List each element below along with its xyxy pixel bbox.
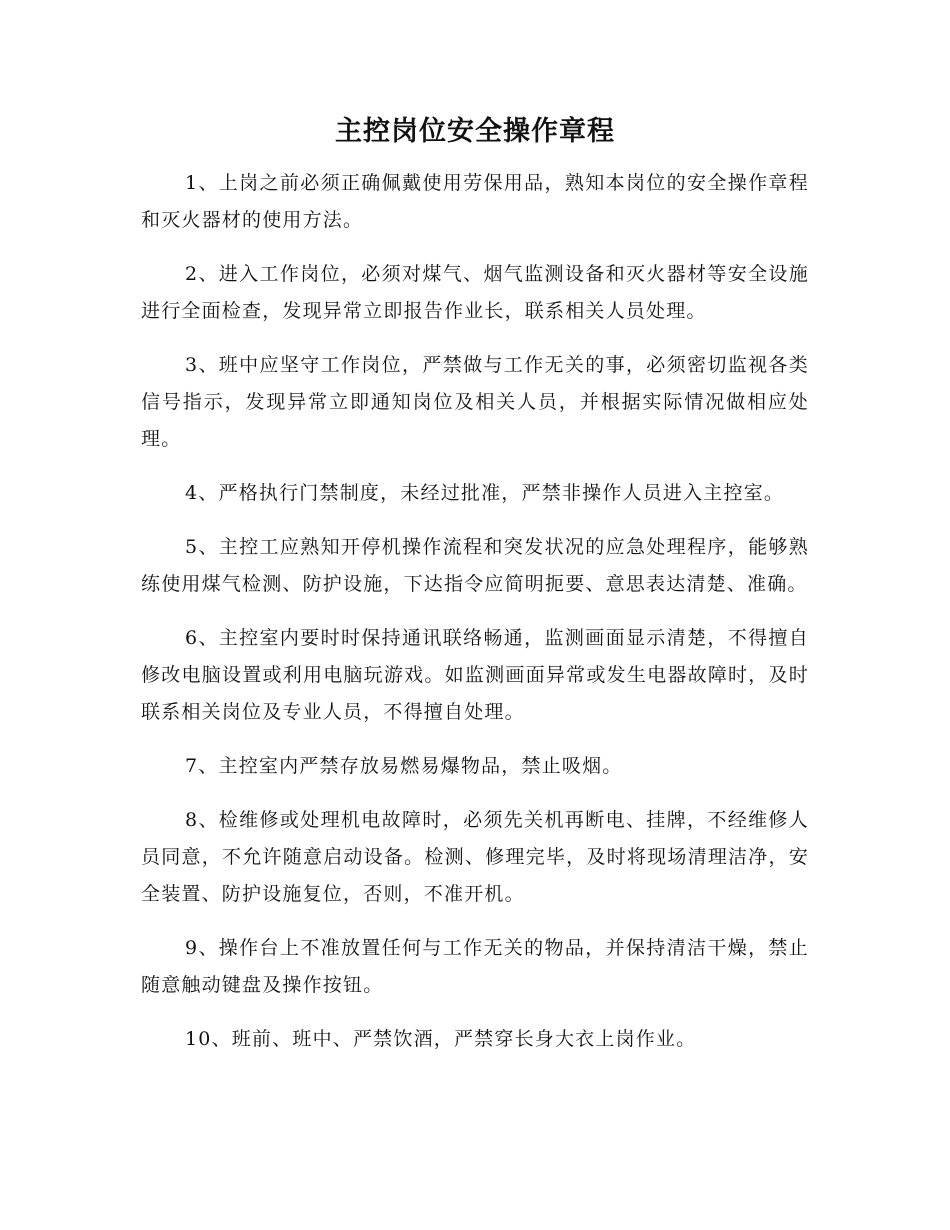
rule-paragraph-6: 6、主控室内要时时保持通讯联络畅通，监测画面显示清楚，不得擅自修改电脑设置或利用电脑玩游戏。如监测画面异常或发生电器故障时，及时联系相关岗位及专业人员，不得擅自处理。 (141, 627, 809, 723)
rule-paragraph-7: 7、主控室内严禁存放易燃易爆物品，禁止吸烟。 (185, 755, 623, 777)
rule-paragraph-8: 8、检维修或处理机电故障时，必须先关机再断电、挂牌，不经维修人员同意，不允许随意启动设备。检测、修理完毕，及时将现场清理洁净，安全装置、防护设施复位，否则，不准开机。 (141, 809, 809, 905)
rule-paragraph-9: 9、操作台上不准放置任何与工作无关的物品，并保持清洁干燥，禁止随意触动键盘及操作按钮。 (141, 937, 809, 996)
rule-paragraph-2: 2、进入工作岗位，必须对煤气、烟气监测设备和灭火器材等安全设施进行全面检查，发现异常立即报告作业长，联系相关人员处理。 (141, 263, 809, 322)
rule-paragraph-10: 10、班前、班中、严禁饮酒，严禁穿长身大衣上岗作业。 (185, 1028, 697, 1050)
rule-paragraph-1: 1、上岗之前必须正确佩戴使用劳保用品，熟知本岗位的安全操作章程和灭火器材的使用方法。 (141, 172, 809, 231)
document-body (141, 165, 809, 1075)
rule-paragraph-4: 4、严格执行门禁制度，未经过批准，严禁非操作人员进入主控室。 (185, 482, 785, 504)
rule-paragraph-3: 3、班中应坚守工作岗位，严禁做与工作无关的事，必须密切监视各类信号指示，发现异常立即通知岗位及相关人员，并根据实际情况做相应处理。 (141, 354, 809, 450)
document-title: 主控岗位安全操作章程 (335, 116, 615, 147)
rule-paragraph-5: 5、主控工应熟知开停机操作流程和突发状况的应急处理程序，能够熟练使用煤气检测、防护设施，下达指令应简明扼要、意思表达清楚、准确。 (141, 536, 809, 595)
